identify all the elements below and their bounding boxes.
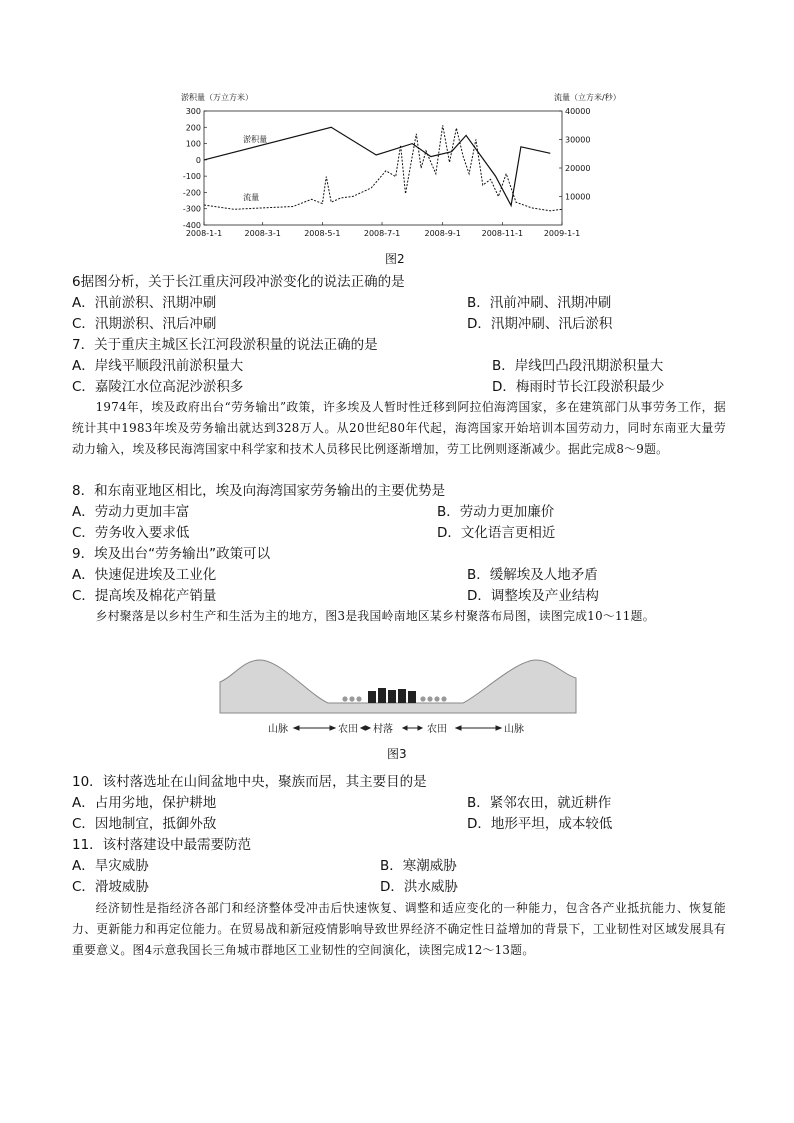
fig3-label-farmland-left: 农田 xyxy=(338,724,358,735)
q7-option-c[interactable]: C．嘉陵江水位高泥沙淤积多 xyxy=(72,379,244,395)
q9-option-c[interactable]: C．提高埃及棉花产销量 xyxy=(72,588,217,604)
q7-option-d[interactable]: D．梅雨时节长江段淤积最少 xyxy=(492,379,665,395)
right-tick-label: 30000 xyxy=(565,135,591,145)
series-flow-label: 流量 xyxy=(243,192,260,202)
q7-option-a[interactable]: A．岸线平顺段汛前淤积量大 xyxy=(72,358,244,374)
left-tick-label: 300 xyxy=(185,107,201,116)
terrain-profile xyxy=(220,660,576,713)
q10-option-b[interactable]: B．紧邻农田，就近耕作 xyxy=(467,795,612,811)
q11-stem: 11．该村落建设中最需要防范 xyxy=(72,837,252,853)
q7-stem: 7．关于重庆主城区长江河段淤积量的说法正确的是 xyxy=(72,337,378,353)
q9-option-b[interactable]: B．缓解埃及人地矛盾 xyxy=(467,567,598,583)
q6-option-a[interactable]: A．汛前淤积、汛期冲刷 xyxy=(72,295,217,311)
x-tick-label: 2008-9-1 xyxy=(424,229,461,238)
left-tick-label: -300 xyxy=(182,204,201,214)
passage-economic-resilience: 经济韧性是指经济各部门和经济整体受冲击后快速恢复、调整和适应变化的一种能力，包含各产业抵抗能力、恢复能力、更新能力和再定位能力。在贸易战和新冠疫情影响导致世界经济不确定性日益增加的背景下，工业韧性对区域发展具有重要意义。图4示意我国长三角城市群地区工业韧性的空间演化，读图完成12～13题。 xyxy=(72,901,726,957)
x-tick-label: 2008-7-1 xyxy=(363,229,401,238)
figure-3-diagram xyxy=(218,655,578,745)
right-tick-label: 10000 xyxy=(565,192,591,202)
series-sediment-label: 淤积量 xyxy=(243,134,268,144)
left-tick-label: -100 xyxy=(182,172,201,182)
left-tick-label: 100 xyxy=(185,139,201,149)
village-buildings xyxy=(368,688,416,703)
q8-option-c[interactable]: C．劳务收入要求低 xyxy=(72,525,190,541)
fig3-label-mountain-right: 山脉 xyxy=(504,724,524,735)
q10-stem: 10．该村落选址在山间盆地中央，聚族而居，其主要目的是 xyxy=(72,774,427,790)
x-tick-label: 2008-3-1 xyxy=(244,229,281,238)
x-tick-label: 2008-11-1 xyxy=(481,229,524,238)
q6-option-d[interactable]: D．汛期冲刷、汛后淤积 xyxy=(467,316,613,332)
left-tick-label: 200 xyxy=(185,123,201,133)
q9-option-a[interactable]: A．快速促进埃及工业化 xyxy=(72,567,217,583)
q6-option-b[interactable]: B．汛前冲刷、汛期冲刷 xyxy=(467,295,612,311)
right-tick-label: 40000 xyxy=(565,107,591,116)
left-tick-label: -200 xyxy=(182,188,201,198)
q9-option-d[interactable]: D．调整埃及产业结构 xyxy=(467,588,599,604)
figure-3-caption: 图3 xyxy=(387,747,407,761)
q9-stem: 9．埃及出台“劳务输出”政策可以 xyxy=(72,546,271,562)
fig3-label-farmland-right: 农田 xyxy=(427,724,447,735)
left-axis-title: 淤积量（万立方米） xyxy=(181,93,253,102)
q10-option-c[interactable]: C．因地制宜，抵御外敌 xyxy=(72,816,217,832)
right-tick-label: 20000 xyxy=(565,164,591,173)
q6-stem: 6据图分析，关于长江重庆河段冲淤变化的说法正确的是 xyxy=(72,274,405,290)
left-tick-label: -400 xyxy=(182,221,201,230)
q10-option-a[interactable]: A．占用劣地，保护耕地 xyxy=(72,795,217,811)
q8-option-d[interactable]: D．文化语言更相近 xyxy=(437,525,556,541)
q11-option-a[interactable]: A．旱灾威胁 xyxy=(72,858,149,874)
q8-stem: 8．和东南亚地区相比，埃及向海湾国家劳务输出的主要优势是 xyxy=(72,483,446,499)
x-tick-label: 2008-5-1 xyxy=(304,229,341,238)
q11-option-d[interactable]: D．洪水威胁 xyxy=(380,879,458,895)
x-tick-label: 2009-1-1 xyxy=(543,229,581,238)
figure-2-caption: 图2 xyxy=(385,252,405,266)
fig3-label-village: 村落 xyxy=(373,724,393,735)
fig3-label-mountain-left: 山脉 xyxy=(268,724,288,735)
q7-option-b[interactable]: B．岸线凹凸段汛期淤积量大 xyxy=(492,358,664,374)
farmland-left-circles xyxy=(342,696,361,701)
figure-2-chart xyxy=(170,88,621,248)
passage-rural-settlement: 乡村聚落是以乡村生产和生活为主的地方，图3是我国岭南地区某乡村聚落布局图，读图完成10～11题。 xyxy=(95,609,655,623)
q11-option-b[interactable]: B．寒潮威胁 xyxy=(380,858,457,874)
q8-option-a[interactable]: A．劳动力更加丰富 xyxy=(72,504,190,520)
q10-option-d[interactable]: D．地形平坦，成本较低 xyxy=(467,816,613,832)
q8-option-b[interactable]: B．劳动力更加廉价 xyxy=(437,504,555,520)
x-tick-label: 2008-1-1 xyxy=(185,229,223,238)
right-axis-title: 流量（立方米/秒） xyxy=(554,93,621,102)
q11-option-c[interactable]: C．滑坡威胁 xyxy=(72,879,149,895)
fig3-arrows xyxy=(294,726,501,730)
farmland-right-circles xyxy=(420,696,446,701)
passage-labor-export: 1974年，埃及政府出台“劳务输出”政策，许多埃及人暂时性迁移到阿拉伯海湾国家，多在建筑部门从事劳务工作，据统计其中1983年埃及劳务输出就达到328万人。从20世纪80年代起，海湾国家开始培训本国劳动力，同时东南亚大量劳动力输入，埃及移民海湾国家中科学家和技术人员移民比例逐渐增加，劳工比例则逐渐减少。据此完成8～9题。 xyxy=(72,400,726,456)
q6-option-c[interactable]: C．汛期淤积、汛后冲刷 xyxy=(72,316,217,332)
left-tick-label: 0 xyxy=(195,155,201,165)
